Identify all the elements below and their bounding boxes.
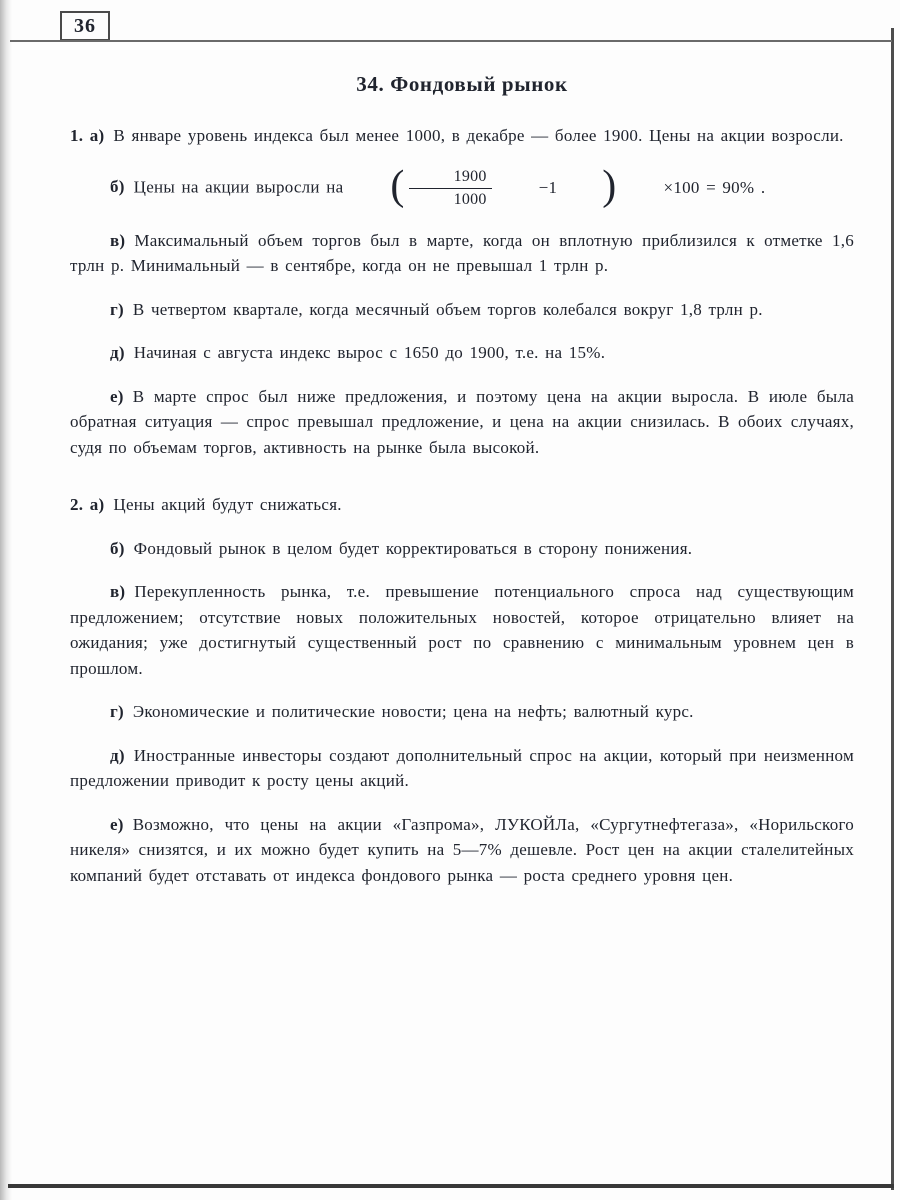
- answer-text: Цены акций будут снижаться.: [113, 495, 342, 514]
- answer-paragraph: [70, 384, 854, 461]
- fraction-numerator: 1900: [409, 167, 492, 189]
- answer-paragraph: [70, 699, 854, 725]
- answer-text: Возможно, что цены на акции «Газпрома», ЛУКОЙЛа, «Сургутнефтегаза», «Норильского никеля» снизятся, и их можно будет купить на 5—7% дешевле. Рост цен на акции сталелитейных компаний будет отставать от индекса фондового рынка — роста среднего уровня цен.: [70, 814, 854, 885]
- answer-text: Перекупленность рынка, т.е. превышение потенциального спроса над существующим предложением; отсутствие новых положительных новостей, которое отрицательно влияет на ожидания; уже достигнутый существенный рост по сравнению с минимальным уровнем цен в прошлом.: [70, 582, 854, 678]
- answer-paragraph: [70, 812, 854, 889]
- answer-label: 1. а): [70, 126, 105, 145]
- answer-text: Максимальный объем торгов был в марте, когда он вплотную приблизился к отметке 1,6 трлн р. Минимальный — в сентябре, когда он не превышал 1 трлн р.: [70, 230, 854, 275]
- answer-paragraph: [70, 743, 854, 794]
- answer-label: д): [110, 745, 125, 765]
- answer-text: Начиная с августа индекс вырос с 1650 до 1900, т.е. на 15%.: [133, 343, 606, 362]
- answer-label: е): [110, 814, 124, 834]
- answer-text: В четвертом квартале, когда месячный объем торгов колебался вокруг 1,8 трлн р.: [132, 299, 763, 319]
- answer-paragraph: [70, 579, 854, 681]
- fraction: [409, 167, 492, 210]
- answer-label: б): [110, 176, 125, 196]
- answer-text: Фондовый рынок в целом будет корректироваться в сторону понижения.: [133, 538, 693, 558]
- math-formula: ( $\frac{1900}{1000}$ −1 ) ×100 = 90% .: [390, 163, 766, 209]
- answer-paragraph-formula: [70, 163, 854, 210]
- header-rule: [10, 40, 892, 42]
- scan-edge-right: [891, 28, 894, 1190]
- page-number: 36: [74, 14, 96, 37]
- answer-paragraph: [70, 123, 854, 149]
- formula-operator: −1: [538, 178, 558, 198]
- page-number-box: [60, 11, 110, 41]
- answer-paragraph: [70, 340, 854, 366]
- answer-paragraph: [70, 297, 854, 323]
- page-content: [70, 58, 854, 906]
- answer-label: д): [110, 343, 125, 362]
- answer-text: В январе уровень индекса был менее 1000, в декабре — более 1900. Цены на акции возросли.: [113, 126, 844, 145]
- answer-label: в): [110, 230, 126, 250]
- answer-label: 2. а): [70, 495, 105, 514]
- answer-text: Экономические и политические новости; цена на нефть; валютный курс.: [132, 702, 694, 721]
- answer-text: Цены на акции выросли на: [133, 176, 344, 196]
- answer-label: б): [110, 538, 125, 558]
- answer-label: г): [110, 299, 124, 319]
- answer-label: в): [110, 582, 126, 601]
- answer-paragraph: [70, 228, 854, 279]
- scan-edge-left: [0, 0, 12, 1200]
- scan-edge-bottom: [8, 1184, 894, 1188]
- answer-paragraph: [70, 536, 854, 562]
- chapter-title: 34. Фондовый рынок: [356, 72, 568, 96]
- answer-label: е): [110, 386, 124, 406]
- formula-result: ×100 = 90% .: [663, 178, 766, 198]
- fraction-denominator: 1000: [453, 190, 487, 208]
- answer-label: г): [110, 702, 124, 721]
- answer-text: В марте спрос был ниже предложения, и поэтому цена на акции выросла. В июле была обратная ситуация — спрос превышал предложение, и цена на акции снизилась. В обоих случаях, судя по объемам торгов, активность на рынке была высокой.: [70, 386, 854, 457]
- answer-text: Иностранные инвесторы создают дополнительный спрос на акции, который при неизменном предложении приводит к росту цены акций.: [70, 745, 854, 790]
- answer-paragraph: [70, 492, 854, 518]
